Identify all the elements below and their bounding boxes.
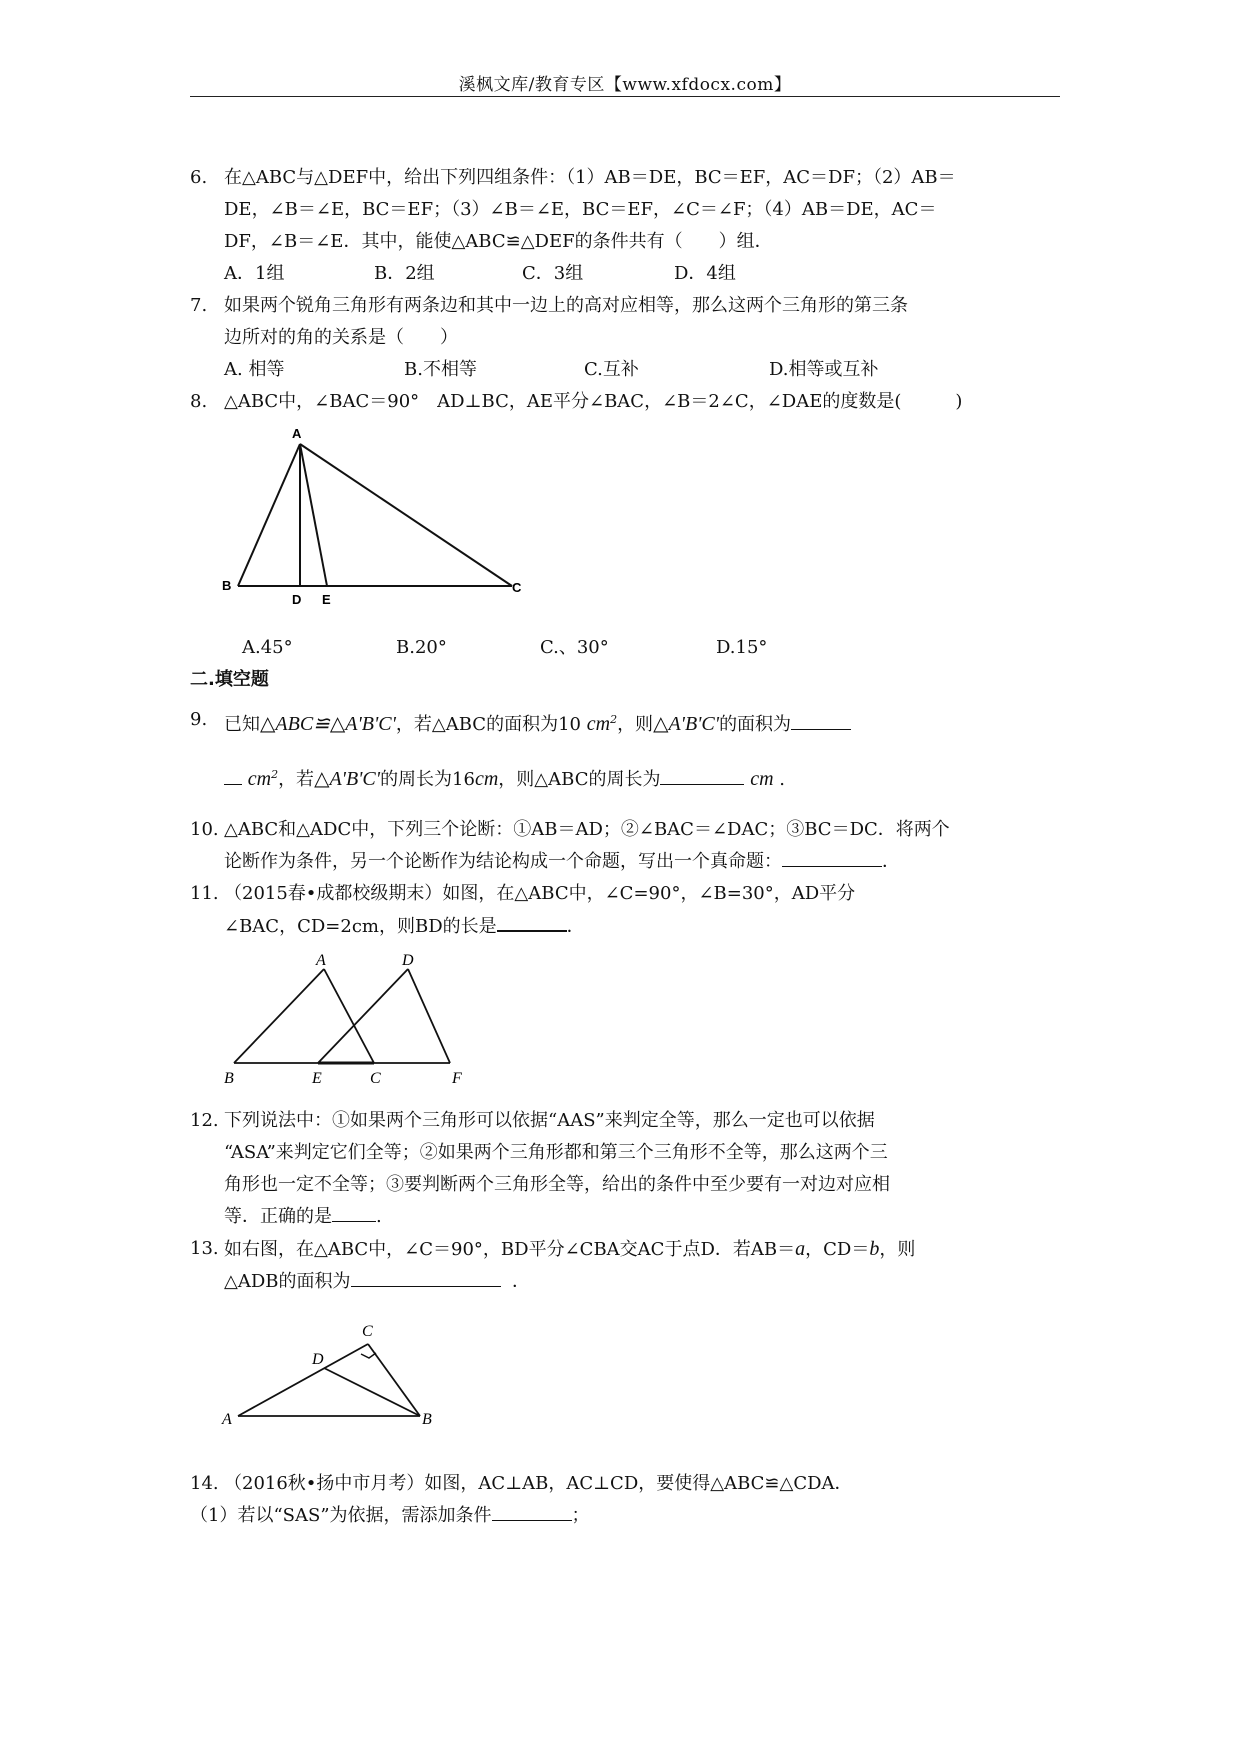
- question-text-line: 在△ABC与△DEF中，给出下列四组条件：（1）AB＝DE，BC＝EF，AC＝DF；（2）AB＝: [224, 167, 956, 188]
- q8-figure: [220, 422, 620, 632]
- question-text-line: [224, 702, 1060, 743]
- question-text-line: [224, 1201, 1060, 1233]
- vertex-label-b: B: [222, 578, 232, 593]
- vertex-label-d: D: [402, 952, 414, 969]
- question-number: 7.: [190, 295, 208, 316]
- q7-options: [190, 354, 1060, 386]
- question-text-line: 下列说法中：①如果两个三角形可以依据“AAS”来判定全等，那么一定也可以依据: [224, 1110, 875, 1131]
- answer-blank[interactable]: [351, 1266, 501, 1287]
- text: ；: [571, 1505, 590, 1526]
- question-text-line: DF，∠B＝∠E．其中，能使△ABC≌△DEF的条件共有（ ）组．: [224, 231, 773, 252]
- option-b: B.20°: [396, 637, 447, 658]
- math-triangle: △A'B'C': [653, 713, 720, 735]
- option-b: B.不相等: [404, 359, 477, 380]
- question-text-line: △ABC中，∠BAC＝90° AD⊥BC，AE平分∠BAC，∠B＝2∠C，∠DAE的度数是( ): [224, 391, 963, 412]
- question-number: 12.: [190, 1110, 219, 1131]
- superscript: 2: [271, 768, 279, 781]
- text: ∠BAC，CD=2cm，则BD的长是: [224, 916, 497, 937]
- question-number: 8.: [190, 391, 208, 412]
- question-number: 6.: [190, 167, 208, 188]
- vertex-label-a: A: [316, 952, 326, 969]
- option-c: C.互补: [584, 359, 639, 380]
- question-text-line: △ABC和△ADC中，下列三个论断：①AB＝AD；②∠BAC＝∠DAC；③BC＝DC．将两个: [224, 819, 950, 840]
- question-13: [190, 1233, 1060, 1298]
- text: ，CD＝: [805, 1239, 870, 1260]
- question-number: 10.: [190, 819, 219, 840]
- text: .: [376, 1206, 382, 1227]
- variable-b: b: [869, 1238, 880, 1260]
- option-a: A．1组: [224, 263, 285, 284]
- text: 论断作为条件，另一个论断作为结论构成一个命题，写出一个真命题：: [224, 851, 782, 872]
- vertex-label-a: A: [222, 1411, 232, 1428]
- unit-cm: cm: [247, 768, 272, 790]
- text: 的周长为16: [380, 769, 475, 790]
- unit-cm: cm: [750, 768, 774, 790]
- question-number: 14.: [190, 1473, 219, 1494]
- variable-a: a: [795, 1238, 806, 1260]
- question-11: [190, 878, 1060, 943]
- answer-blank[interactable]: [782, 846, 882, 867]
- vertex-label-d: D: [312, 1351, 324, 1368]
- question-14-sub-1: [190, 1500, 1060, 1532]
- text: △ADB的面积为: [224, 1271, 351, 1292]
- vertex-label-d: D: [292, 592, 302, 607]
- question-6: [190, 162, 1060, 258]
- header-rule: [190, 96, 1060, 97]
- question-text-line: [224, 1233, 1060, 1266]
- section-title: 二.填空题: [190, 669, 269, 690]
- text: ，则: [617, 714, 654, 735]
- question-number: 9.: [190, 709, 208, 730]
- question-10: [190, 814, 1060, 878]
- text: 的面积为: [719, 714, 792, 735]
- q6-options: [190, 258, 1060, 290]
- text: ．: [511, 1271, 530, 1292]
- answer-blank[interactable]: [492, 1500, 572, 1521]
- question-9: [190, 702, 1060, 798]
- answer-blank[interactable]: [791, 709, 851, 730]
- question-12: [190, 1105, 1060, 1233]
- text: ，则△ABC的周长为: [498, 769, 661, 790]
- q11-figure: [220, 947, 520, 1097]
- option-c: C．3组: [522, 263, 584, 284]
- answer-blank-cont[interactable]: [224, 764, 242, 785]
- question-text-line: 如果两个锐角三角形有两条边和其中一边上的高对应相等，那么这两个三角形的第三条: [224, 295, 908, 316]
- question-number: 11.: [190, 883, 219, 904]
- vertex-label-b: B: [224, 1070, 234, 1087]
- superscript: 2: [610, 713, 618, 726]
- page-header: 溪枫文库/教育专区【www.xfdocx.com】: [458, 75, 792, 95]
- text: 等．正确的是: [224, 1206, 332, 1227]
- question-8: [190, 386, 1060, 418]
- option-a: A.45°: [242, 637, 293, 658]
- unit-cm: cm: [586, 713, 611, 735]
- text: ，则: [879, 1239, 916, 1260]
- math-triangle: △A'B'C': [314, 768, 381, 790]
- question-text-line: （2016秋•扬中市月考）如图，AC⊥AB，AC⊥CD，要使得△ABC≌△CDA．: [224, 1473, 853, 1494]
- question-text-line: 边所对的角的关系是（ ）: [224, 327, 458, 348]
- question-text-line: “ASA”来判定它们全等；②如果两个三角形都和第三个三角形不全等，那么这两个三: [224, 1142, 888, 1163]
- vertex-label-b: B: [422, 1411, 432, 1428]
- question-text-line: 角形也一定不全等；③要判断两个三角形全等，给出的条件中至少要有一对边对应相: [224, 1174, 890, 1195]
- vertex-label-c: C: [362, 1323, 373, 1340]
- q8-options: [190, 632, 1060, 664]
- option-c: C.、30°: [540, 637, 609, 658]
- question-text-line: [224, 1266, 1060, 1298]
- question-7: [190, 290, 1060, 354]
- vertex-label-c: C: [512, 580, 522, 595]
- q13-figure: [220, 1308, 480, 1438]
- answer-blank[interactable]: [497, 910, 567, 932]
- text: ，若: [278, 769, 315, 790]
- vertex-label-c: C: [370, 1070, 381, 1087]
- vertex-label-e: E: [312, 1070, 322, 1087]
- vertex-label-e: E: [322, 592, 331, 607]
- question-14: [190, 1468, 1060, 1500]
- option-d: D.15°: [716, 637, 768, 658]
- text: 已知: [224, 714, 260, 735]
- unit-cm: cm: [474, 768, 499, 790]
- math-congruence: △ABC≌△A'B'C': [260, 713, 396, 735]
- text: 如右图，在△ABC中，∠C＝90°，BD平分∠CBA交AC于点D．若AB＝: [224, 1239, 796, 1260]
- option-d: D．4组: [674, 263, 736, 284]
- text: ．: [566, 916, 585, 937]
- text: （1）若以“SAS”为依据，需添加条件: [190, 1505, 492, 1526]
- option-d: D.相等或互补: [769, 359, 879, 380]
- question-text-line: [224, 757, 1060, 798]
- question-text-line: [224, 846, 1060, 878]
- option-b: B．2组: [374, 263, 435, 284]
- question-text-line: （2015春•成都校级期末）如图，在△ABC中，∠C=90°，∠B=30°，AD平分: [224, 883, 856, 904]
- answer-blank[interactable]: [332, 1201, 376, 1222]
- text: ，若△ABC的面积为10: [395, 714, 581, 735]
- document-body: [190, 162, 1060, 1532]
- option-a: A. 相等: [224, 359, 285, 380]
- vertex-label-a: A: [292, 426, 302, 441]
- question-text-line: [224, 910, 1060, 943]
- vertex-label-f: F: [452, 1070, 462, 1087]
- text: ．: [882, 851, 900, 872]
- question-text-line: DE，∠B＝∠E，BC＝EF；（3）∠B＝∠E，BC＝EF，∠C＝∠F；（4）AB＝DE，AC＝: [224, 199, 937, 220]
- question-number: 13.: [190, 1238, 219, 1259]
- text: .: [779, 769, 786, 790]
- answer-blank[interactable]: [660, 764, 744, 785]
